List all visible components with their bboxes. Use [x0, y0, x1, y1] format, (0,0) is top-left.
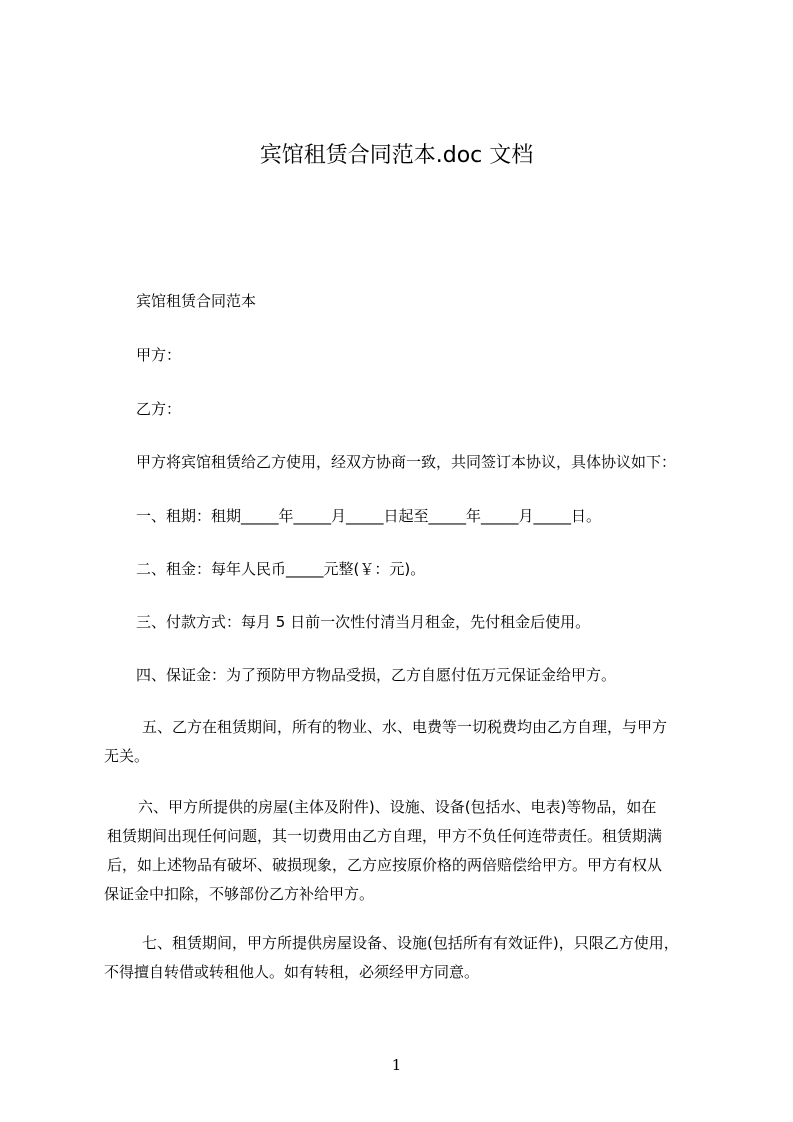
- clause-6-line: 后，如上述物品有破坏、破损现象，乙方应按原价格的两倍赔偿给甲方。甲方有权从: [107, 856, 663, 874]
- clause-5-line: 无关。: [104, 747, 150, 765]
- clause-6-line: 六、甲方所提供的房屋(主体及附件)、设施、设备(包括水、电表)等物品，如在: [138, 798, 657, 816]
- party-b-label: 乙方：: [136, 400, 182, 418]
- clause-7-line: 七、租赁期间，甲方所提供房屋设备、设施(包括所有有效证件)，只限乙方使用，: [142, 934, 679, 952]
- clause-5-line: 五、乙方在租赁期间，所有的物业、水、电费等一切税费均由乙方自理，与甲方: [142, 718, 668, 736]
- page-number: 1: [391, 1056, 402, 1074]
- clause-2-rent: 二、租金：每年人民币_____元整(￥：元)。: [136, 560, 426, 578]
- clause-1-lease-term: 一、租期：租期_____年_____月_____日起至_____年_____月_____日。: [136, 507, 602, 525]
- clause-7-line: 不得擅自转借或转租他人。如有转租，必须经甲方同意。: [104, 963, 480, 981]
- contract-subtitle: 宾馆租赁合同范本: [136, 292, 257, 310]
- clause-3-payment: 三、付款方式：每月 5 日前一次性付清当月租金，先付租金后使用。: [136, 613, 591, 631]
- clause-6-facilities: [104, 793, 704, 909]
- document-title: 宾馆租赁合同范本.doc 文档: [259, 143, 534, 168]
- intro-paragraph: 甲方将宾馆租赁给乙方使用，经双方协商一致，共同签订本协议，具体协议如下：: [136, 453, 677, 471]
- clause-6-line: 租赁期间出现任何问题，其一切费用由乙方自理，甲方不负任何连带责任。租赁期满: [107, 827, 663, 845]
- party-a-label: 甲方：: [136, 346, 182, 364]
- clause-6-line: 保证金中扣除，不够部份乙方补给甲方。: [104, 885, 375, 903]
- clause-5-fees: [104, 713, 704, 771]
- clause-7-sublease: [104, 929, 704, 987]
- clause-4-deposit: 四、保证金：为了预防甲方物品受损，乙方自愿付伍万元保证金给甲方。: [136, 666, 617, 684]
